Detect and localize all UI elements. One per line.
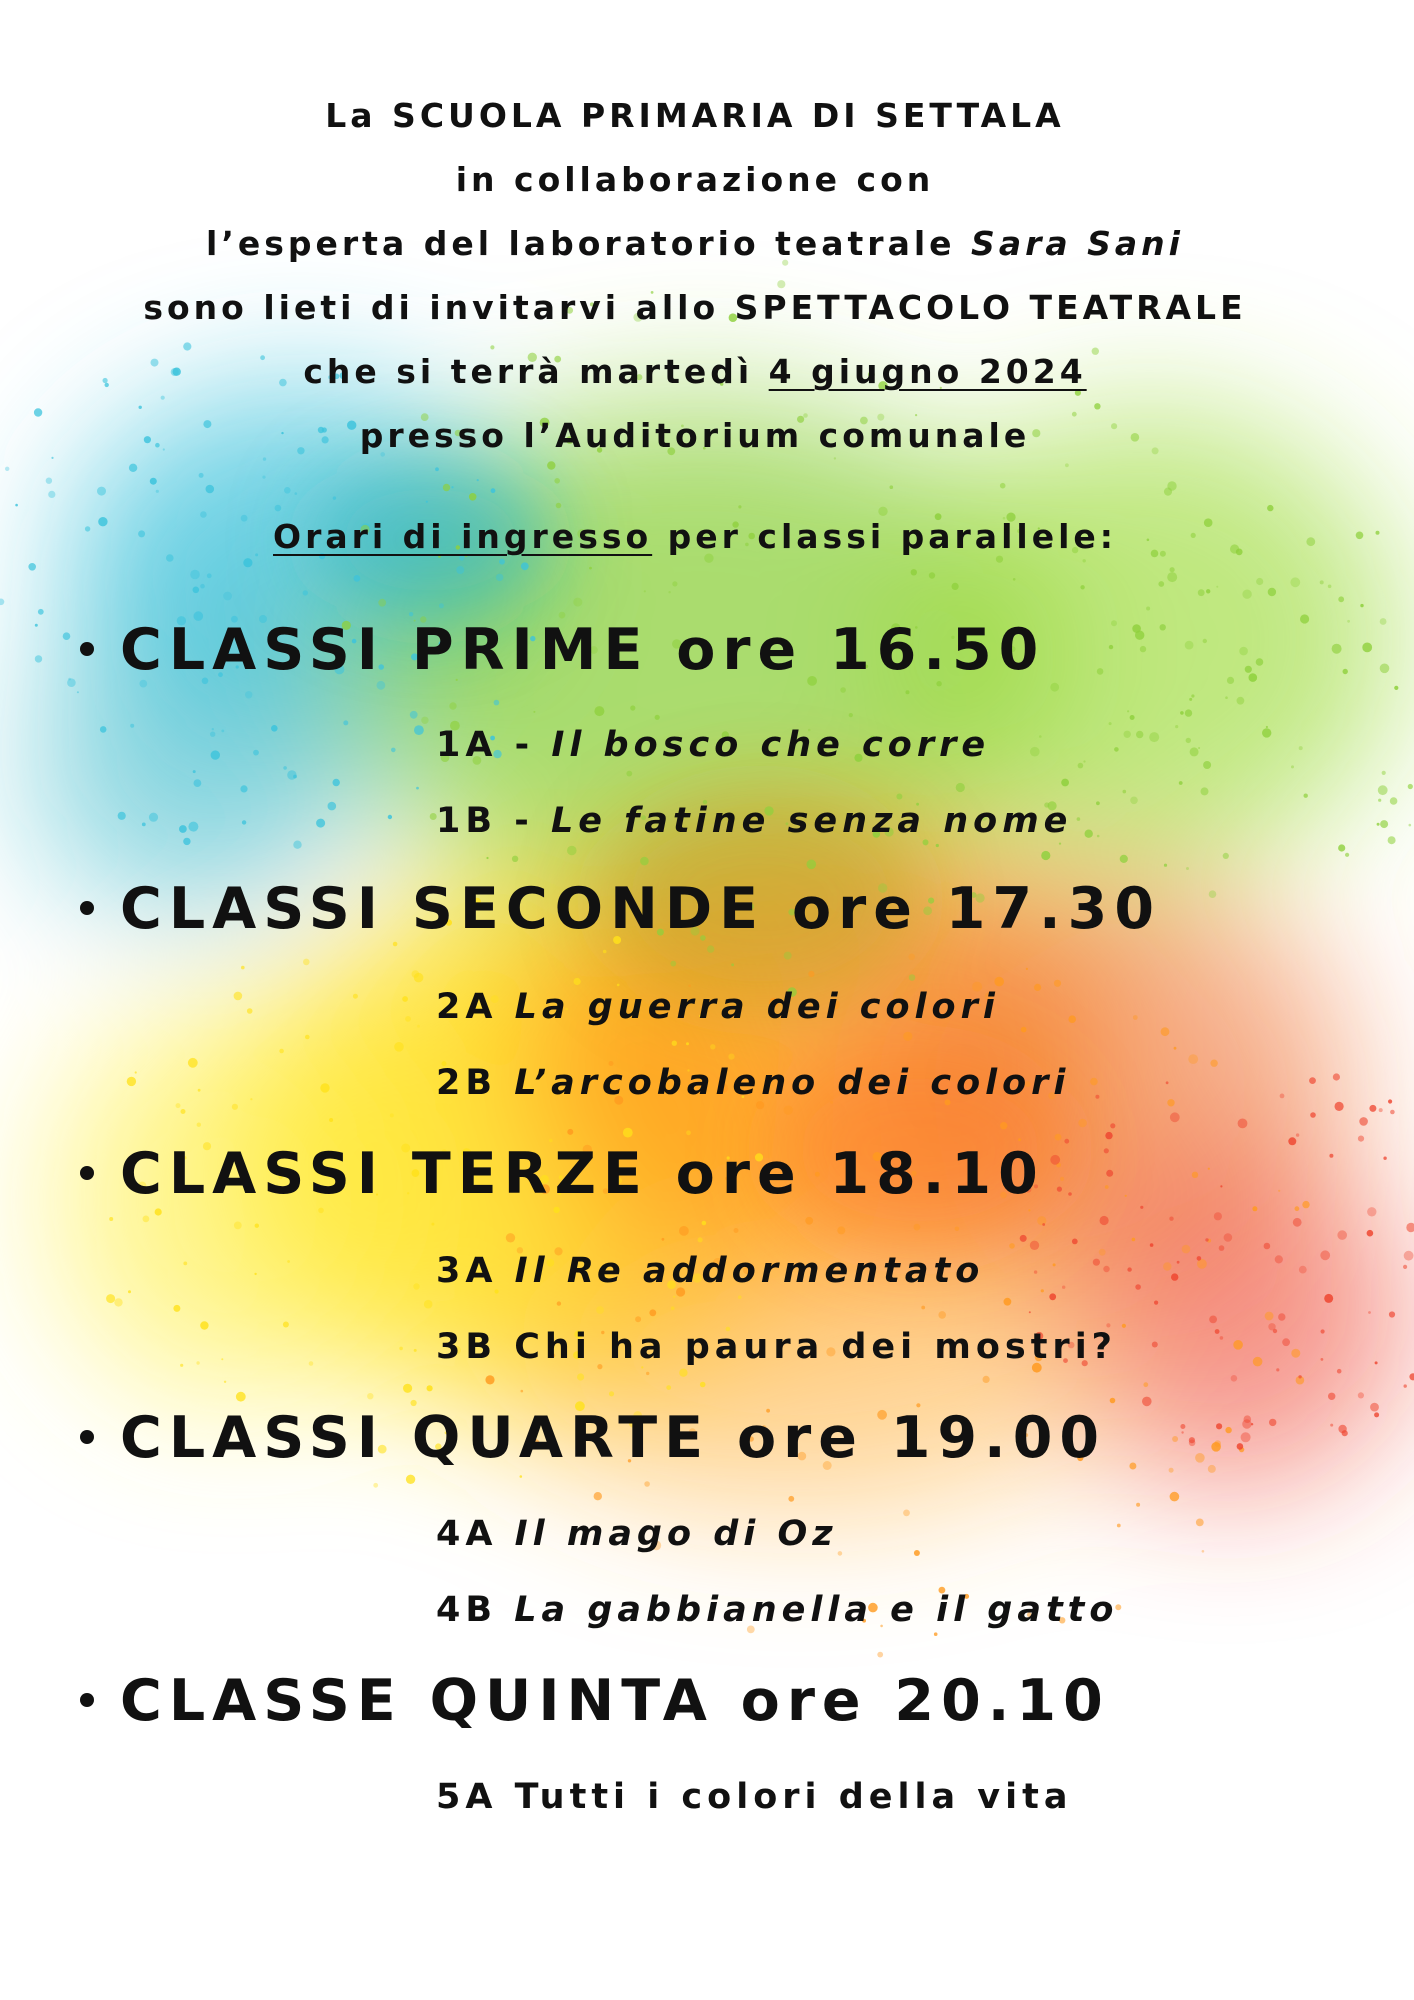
show-title: Chi ha paura dei mostri?: [514, 1327, 1117, 1367]
show-class-code: 4A: [436, 1514, 515, 1554]
show-item: [436, 987, 1000, 1027]
show-title: Il bosco che corre: [551, 725, 991, 765]
show-item: [436, 1590, 1118, 1630]
show-item: [436, 1777, 1072, 1817]
class-group-heading: [80, 1668, 1110, 1734]
show-class-code: 2A: [436, 987, 515, 1027]
bullet-icon: [80, 1166, 94, 1180]
show-item: [436, 801, 1072, 841]
class-group-heading: [80, 1405, 1106, 1471]
class-group-heading: [80, 876, 1161, 942]
show-title: La gabbianella e il gatto: [514, 1590, 1119, 1630]
schedule-heading: [0, 517, 1390, 556]
date-line: [0, 352, 1390, 391]
show-class-code: 1B -: [436, 801, 551, 841]
expert-name: Sara Sani: [971, 224, 1184, 263]
bullet-icon: [80, 1430, 94, 1444]
event-date: 4 giugno 2024: [768, 352, 1087, 391]
class-group-heading: [80, 1141, 1045, 1207]
show-class-code: 3B: [436, 1327, 515, 1367]
show-title: Tutti i colori della vita: [514, 1777, 1073, 1817]
class-group-title: CLASSE QUINTA ore 20.10: [120, 1668, 1110, 1734]
show-title: Il Re addormentato: [514, 1251, 985, 1291]
show-item: [436, 725, 990, 765]
show-item: [436, 1514, 838, 1554]
show-title: La guerra dei colori: [514, 987, 1000, 1027]
show-item: [436, 1327, 1117, 1367]
schedule-heading-underlined: Orari di ingresso: [273, 517, 653, 556]
show-title: Il mago di Oz: [514, 1514, 838, 1554]
class-group-heading: [80, 617, 1045, 683]
show-class-code: 3A: [436, 1251, 515, 1291]
venue-line: presso l’Auditorium comunale: [359, 416, 1031, 455]
show-item: [436, 1251, 984, 1291]
show-item: [436, 1063, 1070, 1103]
bullet-icon: [80, 901, 94, 915]
show-class-code: 1A -: [436, 725, 552, 765]
show-title: Le fatine senza nome: [550, 801, 1073, 841]
bullet-icon: [80, 642, 94, 656]
date-line-prefix: che si terrà martedì: [303, 352, 769, 391]
show-class-code: 5A: [436, 1777, 515, 1817]
expert-line: [0, 224, 1390, 263]
class-group-title: CLASSI PRIME ore 16.50: [120, 617, 1046, 683]
schedule-heading-rest: per classi parallele:: [652, 517, 1117, 556]
show-class-code: 4B: [436, 1590, 515, 1630]
bullet-icon: [80, 1693, 94, 1707]
class-group-title: CLASSI SECONDE ore 17.30: [120, 876, 1162, 942]
expert-line-prefix: l’esperta del laboratorio teatrale: [206, 224, 972, 263]
show-title: L’arcobaleno dei colori: [514, 1063, 1071, 1103]
collaboration-line: in collaborazione con: [455, 160, 935, 199]
class-group-title: CLASSI QUARTE ore 19.00: [120, 1405, 1107, 1471]
invitation-line: sono lieti di invitarvi allo SPETTACOLO TEATRALE: [143, 288, 1247, 327]
show-class-code: 2B: [436, 1063, 515, 1103]
school-name-line: La SCUOLA PRIMARIA DI SETTALA: [325, 96, 1065, 135]
class-group-title: CLASSI TERZE ore 18.10: [120, 1141, 1045, 1207]
